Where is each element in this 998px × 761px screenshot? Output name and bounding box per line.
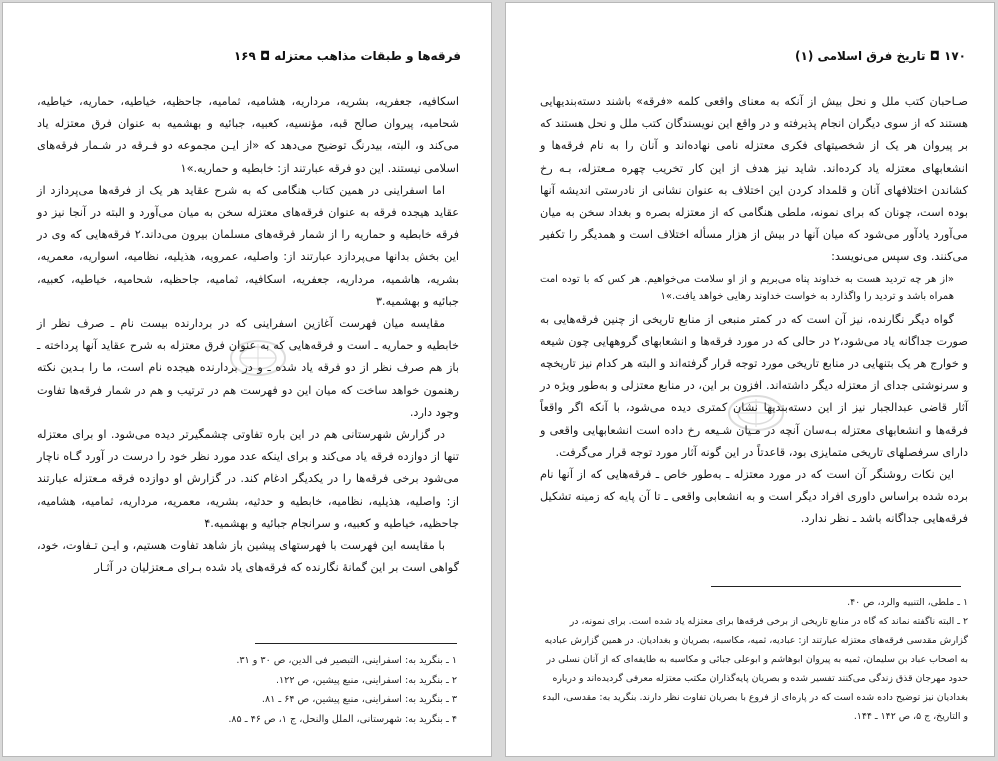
left-page (2, 2, 492, 757)
page-header: ۱۷۰ ◘ تاریخ فرق اسلامی (۱) (795, 49, 966, 63)
block-quote: «از هر چه تردید هست به خداوند پناه می‌بریم و از او سلامت می‌خواهیم. هر کس که با توده امت همراه باشد و تردید را واگذارد به خواست خداوند رهایی خواهد یافت.»۱ (540, 273, 954, 302)
footnote: ۲ ـ بنگرید به: اسفراینی، منبع پیشین، ص ۱۲۲. (275, 674, 457, 686)
footnotes (153, 651, 457, 729)
paragraph: در گزارش شهرستانی هم در این باره تفاوتی چشمگیرتر دیده می‌شود. او برای معتزله تنها از دوازده فرقه یاد می‌کند و برای اینکه عدد مورد نظر خود را درست در آورد گـاه ناچار می‌شود برخی فرقه‌ها را در یکدیگر ادغام کند. در گزارش او دوازده فرقه مـعتزله عبارتند از: واصلیه، هذیلیه، نظامیه، خابطیه و حدثیه، بشریه، معمریه، مرداریه، ثمامیه، هشامیه، جاحظیه، خیاطیه و کعبیه، و سرانجام جبائیه و بهشمیه.۴ (37, 428, 459, 530)
page-header: فرقه‌ها و طبقات مذاهب معتزله ◘ ۱۶۹ (233, 49, 461, 63)
paragraph: گواه دیگر نگارنده، نیز آن است که در کمتر منبعی از منابع تاریخی از چنین فرقه‌هایی به صورت جداگانه یاد می‌شود،۲ در حالی که در مورد فرقه‌ها و انشعابهای گروههایی چون شیعه و خوارج هر یک بتنهایی در منابع تاریخی مورد توجه قرار گرفته‌اند و البته هر کدام نیز تاریخچه و سرنوشتی جدای از معتزله دیگر داشته‌اند. افزون بر این، در منابع معتزلی و به‌طور ویژه در آثار قاضی عبدالجبار نیز از این دسته‌بندیها نشان کمتری دیده می‌شود، با آنکه اگر واقعاً فرقه‌ها و انشعابهای معتزله بـه‌سان آنچه در مـیان شـیعه رخ داده است انشعابهایی واقعی و دارای سرفصلهای تاریخی متمایزی بود، قاعدتاً در این گونه آثار مورد توجه قرار می‌گرفت. (540, 312, 968, 459)
footnote: ۱ ـ ملطی، التنبیه والرد، ص ۴۰. (847, 597, 968, 608)
footnotes (540, 593, 968, 726)
paragraph: اما اسفراینی در همین کتاب هنگامی که به شرح عقاید هر یک از فرقه‌ها می‌پردازد از عقاید هیجده فرقه به عنوان فرقه‌های معتزله سخن به میان می‌آورد و البته در آنجا نیز دو فرقه خابطیه و حماریه را از شمار فرقه‌های مسلمان بیرون می‌داند.۲ فرقه‌هایی که وی در این بخش بدانها می‌پردازد عبارتند از: واصلیه، عمرویه، هذیلیه، نظامیه، اسواریه، معمریه، بشریه، هاشمیه، مرداریه، جعفریه، اسکافیه، ثمامیه، جاحظیه، شحامیه، خیاطیه، کعبیه، جبائیه و بهشمیه.۳ (37, 183, 459, 308)
footnote: ۳ ـ بنگرید به: اسفراینی، منبع پیشین، ص ۶۴ ـ ۸۱. (261, 694, 457, 705)
footnote-divider (711, 586, 961, 587)
footnote-divider (255, 643, 457, 644)
main-text (37, 91, 459, 579)
footnote: ۲ ـ البته ناگفته نماند که گاه در منابع تاریخی از برخی فرقه‌ها برای معتزله یاد شده است. برای نمونه، در گزارش مقدسی فرقه‌های معتزله عبارتند از: عبادیه، ثمیه، مکاسبه، بصریان و بغدادیان. در همین گزارش عبادیه به اصحاب عباد بن سلیمان، ثمیه به پیروان ابوهاشم و ابوعلی جبائی و مکاسبه به طایفه‌ای که از آنان نسلی در حدود مهرجان قذق زندگی می‌کنند تفسیر شده و بصریان پایه‌گذاران مکتب معتزله معرفی گردیده‌اند و درباره بغدادیان نیز توضیح داده شده است که در پاره‌ای از فروع با بصریان تفاوت نظر دارند. بنگرید به: مقدسی، البدء و التاریخ، ج ۵، ص ۱۴۲ ـ ۱۴۴. (542, 616, 968, 722)
footnote: ۴ ـ بنگرید به: شهرستانی، الملل والنحل، ج ۱، ص ۴۶ ـ ۸۵. (228, 713, 457, 725)
main-text (540, 91, 968, 531)
paragraph: این نکات روشنگر آن است که در مورد معتزله ـ به‌طور خاص ـ فرقه‌هایی که از آنها نام برده شده براساس داوری افراد دیگر است و به انشعابی واقعی ـ تا آن پایه که زمینه تشکیل فرقه‌هایی جداگانه باشد ـ نظر ندارد. (540, 468, 968, 526)
paragraph: اسکافیه، جعفریه، بشریه، مرداریه، هشامیه، ثمامیه، جاحظیه، خیاطیه، حماریه، خیاطیه، شحامیه، پیروان صالح قبه، مؤنسیه، کعبیه، جبائیه و بهشمیه به عنوان فرق معتزله یاد می‌کند و، البته، بیدرنگ توضیح می‌دهد که «از ایـن مجموعه دو فـرقه در شـمار فرقه‌های اسلامی نیستند. این دو فرقه عبارتند از: خابطیه و حماریه.»۱ (37, 95, 459, 175)
right-page (505, 2, 995, 757)
paragraph: صـاحبان کتب ملل و نحل بیش از آنکه به معنای واقعی کلمه «فرقه» باشند دسته‌بندیهایی هستند که از سوی دیگران انجام پذیرفته و در واقع این نویسندگان کتب ملل و نحل هستند که بر پیروان هر یک از شخصیتهای فکری معتزله نامی نهاده‌اند و آنان را به نام فرقه‌ها و انشعابهای معتزله یاد کرده‌اند. شاید نیز هدف از این کار تخریب چهره مـعتزله، بـه رخ کشاندن اختلافهای آنان و قلمداد کردن این اختلاف به عنوان نشانی از نادرستی اندیشه آنها بوده است، چونان که برای نمونه، ملطی هنگامی که از معتزله بصره و بغداد سخن به میان می‌آورد یادآور می‌شود که میان آنها در بیش از هزار مسأله اختلاف است و همدیگر را تکفیر می‌کنند. وی سپس می‌نویسد: (540, 95, 968, 264)
footnote: ۱ ـ بنگرید به: اسفراینی، التبصیر فی الدین، ص ۳۰ و ۳۱. (236, 655, 457, 666)
paragraph: با مقایسه این فهرست با فهرستهای پیشین باز شاهد تفاوت هستیم، و ایـن تـفاوت، خود، گواهی است بر این گمانهٔ نگارنده که فرقه‌های یاد شده بـرای مـعتزلیان در آثـار (37, 539, 459, 575)
paragraph: مقایسه میان فهرست آغازین اسفراینی که در بردارنده بیست نام ـ صرف نظر از خابطیه و حماریه ـ است و فرقه‌هایی که به عنوان فرق معتزله به شرح عقاید آنها پرداخته ـ باز هم صرف نظر از دو فرقه یاد شده ـ و در بردارنده هیجده نام است، ما را بـدین نکته رهنمون خواهد ساخت که میان این دو فهرست هم در ترتیب و هم در شمار فرقه‌ها تفاوت وجود دارد. (37, 317, 459, 419)
